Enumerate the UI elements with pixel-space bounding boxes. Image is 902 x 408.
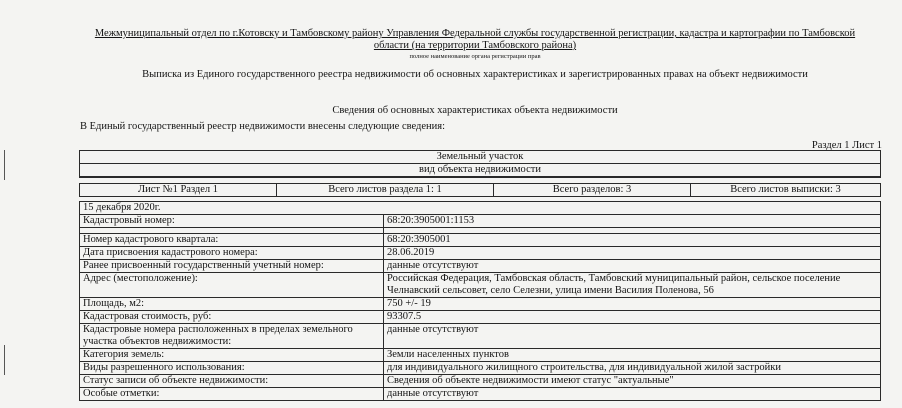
date-table: [79, 201, 881, 215]
total-sheets-extract: Всего листов выписки: 3: [691, 184, 881, 197]
table-row: [80, 298, 881, 311]
row-value: 93307.5: [384, 311, 881, 324]
extract-title: Выписка из Единого государственного реестра недвижимости об основных характеристиках и зарегистрированных правах на объект недвижимости: [142, 69, 808, 80]
total-sheets-section: Всего листов раздела 1: 1: [277, 184, 494, 197]
row-label: Адрес (местоположение):: [80, 273, 384, 298]
table-row: [80, 388, 881, 401]
table-row: [80, 349, 881, 362]
row-label: Кадастровый номер:: [80, 215, 384, 228]
table-row: [80, 247, 881, 260]
row-label: Особые отметки:: [80, 388, 384, 401]
info-title: Сведения об основных характеристиках объекта недвижимости: [332, 105, 618, 116]
row-value: данные отсутствуют: [384, 324, 881, 349]
address-line1: Российская Федерация, Тамбовская область, Тамбовский муниципальный район, сельское поселение: [387, 273, 841, 284]
sheets-table: [79, 183, 881, 197]
row-label: Кадастровые номера расположенных в пределах земельного участка объектов недвижимости:: [80, 324, 384, 349]
margin-mark: [4, 345, 5, 375]
row-label: Ранее присвоенный государственный учетный номер:: [80, 260, 384, 273]
table-row: [80, 215, 881, 228]
table-row: [80, 311, 881, 324]
row-value: [384, 273, 881, 298]
table-row: [80, 362, 881, 375]
table-row: [80, 273, 881, 298]
object-type-caption: вид объекта недвижимости: [80, 164, 881, 178]
row-label: Номер кадастрового квартала:: [80, 234, 384, 247]
row-value: данные отсутствуют: [384, 388, 881, 401]
authority-name-line1: Межмуниципальный отдел по г.Котовску и Тамбовскому району Управления Федеральной службы государственной регистрации, кадастра и картографии по Тамбовской: [94, 28, 856, 39]
table-row: [80, 234, 881, 247]
authority-caption: полное наименование органа регистрации прав: [409, 53, 541, 60]
table-row: [80, 324, 881, 349]
characteristics-table: [79, 214, 881, 401]
row-value: 68:20:3905001:1153: [384, 215, 881, 228]
margin-mark: [4, 150, 5, 180]
object-type: Земельный участок: [80, 151, 881, 164]
row-label: Дата присвоения кадастрового номера:: [80, 247, 384, 260]
row-label: Категория земель:: [80, 349, 384, 362]
table-row: [80, 375, 881, 388]
address-line2: Челнавский сельсовет, село Селезни, улица имени Василия Поленова, 56: [387, 285, 714, 296]
row-value: 28.06.2019: [384, 247, 881, 260]
row-label: Площадь, м2:: [80, 298, 384, 311]
object-type-table: [79, 150, 881, 178]
row-label: Виды разрешенного использования:: [80, 362, 384, 375]
authority-name-line2: области (на территории Тамбовского района): [373, 40, 577, 51]
row-label: Статус записи об объекте недвижимости:: [80, 375, 384, 388]
sheet-section: Лист №1 Раздел 1: [80, 184, 277, 197]
row-value: данные отсутствуют: [384, 260, 881, 273]
row-value: 68:20:3905001: [384, 234, 881, 247]
row-value: Сведения об объекте недвижимости имеют статус "актуальные": [384, 375, 881, 388]
row-label: Кадастровая стоимость, руб:: [80, 311, 384, 324]
intro-text: В Единый государственный реестр недвижимости внесены следующие сведения:: [80, 121, 446, 132]
row-value: для индивидуального жилищного строительства, для индивидуальной жилой застройки: [384, 362, 881, 375]
table-row: [80, 260, 881, 273]
extract-date: 15 декабря 2020г.: [80, 202, 881, 215]
total-sections: Всего разделов: 3: [494, 184, 691, 197]
row-value: Земли населенных пунктов: [384, 349, 881, 362]
row-value: 750 +/- 19: [384, 298, 881, 311]
section-reference: Раздел 1 Лист 1: [811, 140, 882, 151]
